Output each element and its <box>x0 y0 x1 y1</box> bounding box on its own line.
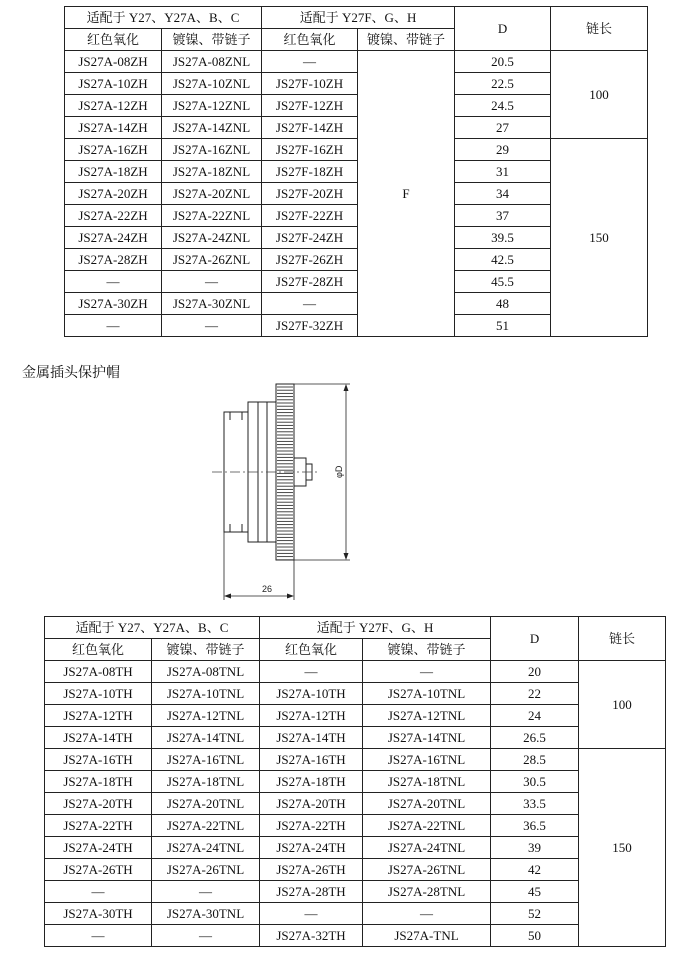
cell-b-red: JS27F-28ZH <box>262 271 358 293</box>
cell-b-nickel: JS27A-14TNL <box>363 727 491 749</box>
cell-d: 29 <box>455 139 551 161</box>
cell-b-red: JS27F-16ZH <box>262 139 358 161</box>
table-row <box>45 925 666 947</box>
header-group-a: 适配于 Y27、Y27A、B、C <box>65 7 262 29</box>
table-header-row <box>45 617 666 639</box>
cell-a-nickel: JS27A-14TNL <box>152 727 260 749</box>
cell-a-red: JS27A-22ZH <box>65 205 162 227</box>
cell-d: 39 <box>491 837 579 859</box>
cell-a-nickel: JS27A-12TNL <box>152 705 260 727</box>
table-row <box>45 903 666 925</box>
cell-d: 24.5 <box>455 95 551 117</box>
cell-a-nickel: JS27A-16TNL <box>152 749 260 771</box>
subheader-red-oxide-b: 红色氧化 <box>262 29 358 51</box>
table-row <box>45 705 666 727</box>
cell-a-nickel: JS27A-12ZNL <box>162 95 262 117</box>
cell-d: 33.5 <box>491 793 579 815</box>
cell-a-red: JS27A-08ZH <box>65 51 162 73</box>
cell-a-red: JS27A-24TH <box>45 837 152 859</box>
header-d: D <box>491 617 579 661</box>
cell-b-red: — <box>262 51 358 73</box>
cell-a-nickel: JS27A-20ZNL <box>162 183 262 205</box>
table-row <box>45 661 666 683</box>
cell-b-red: JS27A-18TH <box>260 771 363 793</box>
cell-b-nickel: — <box>363 661 491 683</box>
cell-d: 42 <box>491 859 579 881</box>
cell-b-red: JS27A-32TH <box>260 925 363 947</box>
cell-a-red: — <box>65 271 162 293</box>
cell-b-nickel: JS27A-22TNL <box>363 815 491 837</box>
cell-a-red: JS27A-12ZH <box>65 95 162 117</box>
cell-b-red: — <box>262 293 358 315</box>
cell-b-red: JS27A-22TH <box>260 815 363 837</box>
section-caption: 金属插头保护帽 <box>22 365 120 381</box>
cell-d: 24 <box>491 705 579 727</box>
cell-b-red: JS27F-26ZH <box>262 249 358 271</box>
header-group-a: 适配于 Y27、Y27A、B、C <box>45 617 260 639</box>
cell-b-nickel: JS27A-TNL <box>363 925 491 947</box>
knurl-hatching <box>277 387 293 560</box>
cell-a-red: JS27A-08TH <box>45 661 152 683</box>
subheader-red-oxide-b: 红色氧化 <box>260 639 363 661</box>
table-row <box>45 837 666 859</box>
cell-d: 39.5 <box>455 227 551 249</box>
cell-a-red: JS27A-24ZH <box>65 227 162 249</box>
cell-chain-100: 100 <box>579 661 666 749</box>
cell-a-red: JS27A-28ZH <box>65 249 162 271</box>
cell-d: 28.5 <box>491 749 579 771</box>
cell-b-nickel: JS27A-12TNL <box>363 705 491 727</box>
cell-b-red: JS27F-10ZH <box>262 73 358 95</box>
cell-a-red: — <box>45 925 152 947</box>
cell-a-nickel: JS27A-18TNL <box>152 771 260 793</box>
cell-a-nickel: JS27A-08TNL <box>152 661 260 683</box>
cell-d: 52 <box>491 903 579 925</box>
cell-a-nickel: JS27A-24ZNL <box>162 227 262 249</box>
cell-a-red: JS27A-14TH <box>45 727 152 749</box>
subheader-nickel-chain-b: 镀镍、带链子 <box>358 29 455 51</box>
table-row <box>45 881 666 903</box>
cell-d: 50 <box>491 925 579 947</box>
cell-d: 26.5 <box>491 727 579 749</box>
cell-b-nickel: JS27A-28TNL <box>363 881 491 903</box>
cell-b-red: JS27F-12ZH <box>262 95 358 117</box>
cell-b-red: — <box>260 903 363 925</box>
cell-b-red: JS27A-14TH <box>260 727 363 749</box>
cell-a-red: JS27A-16ZH <box>65 139 162 161</box>
cell-a-nickel: — <box>162 271 262 293</box>
spec-table-zh <box>64 6 648 337</box>
cell-d: 20 <box>491 661 579 683</box>
cell-a-nickel: JS27A-26TNL <box>152 859 260 881</box>
cell-a-red: JS27A-20TH <box>45 793 152 815</box>
cell-a-nickel: JS27A-30TNL <box>152 903 260 925</box>
cell-b-red: JS27A-16TH <box>260 749 363 771</box>
cell-a-nickel: JS27A-22TNL <box>152 815 260 837</box>
dim-label-diameter: φD <box>334 465 344 478</box>
cell-d: 34 <box>455 183 551 205</box>
arrow-icon <box>287 594 294 599</box>
cell-a-nickel: — <box>152 881 260 903</box>
subheader-nickel-chain: 镀镍、带链子 <box>162 29 262 51</box>
cell-d: 31 <box>455 161 551 183</box>
cell-a-red: — <box>65 315 162 337</box>
cell-d: 45 <box>491 881 579 903</box>
cell-b-red: JS27A-24TH <box>260 837 363 859</box>
cell-chain-150: 150 <box>551 139 648 337</box>
subheader-nickel-chain-b: 镀镍、带链子 <box>363 639 491 661</box>
spec-table-th <box>44 616 666 947</box>
cell-a-red: JS27A-10ZH <box>65 73 162 95</box>
arrow-icon <box>344 384 349 391</box>
cell-b-red: JS27A-20TH <box>260 793 363 815</box>
cell-d: 42.5 <box>455 249 551 271</box>
cell-b-red: JS27F-22ZH <box>262 205 358 227</box>
cell-b-red: — <box>260 661 363 683</box>
cell-a-nickel: JS27A-14ZNL <box>162 117 262 139</box>
cell-b-nickel: JS27A-26TNL <box>363 859 491 881</box>
cell-b-red: JS27F-18ZH <box>262 161 358 183</box>
cell-b-nickel: JS27A-24TNL <box>363 837 491 859</box>
cell-b-red: JS27A-28TH <box>260 881 363 903</box>
subheader-red-oxide: 红色氧化 <box>65 29 162 51</box>
cell-a-nickel: JS27A-10TNL <box>152 683 260 705</box>
cell-d: 27 <box>455 117 551 139</box>
subheader-red-oxide: 红色氧化 <box>45 639 152 661</box>
cell-a-nickel: JS27A-26ZNL <box>162 249 262 271</box>
table-row <box>65 139 648 161</box>
table-row <box>45 749 666 771</box>
cell-a-red: JS27A-12TH <box>45 705 152 727</box>
cell-d: 37 <box>455 205 551 227</box>
cell-a-nickel: JS27A-18ZNL <box>162 161 262 183</box>
cell-b-red: JS27F-14ZH <box>262 117 358 139</box>
protective-cap-drawing <box>200 382 360 604</box>
cell-a-red: JS27A-14ZH <box>65 117 162 139</box>
cell-a-nickel: JS27A-22ZNL <box>162 205 262 227</box>
cell-a-nickel: JS27A-16ZNL <box>162 139 262 161</box>
header-chain-length: 链长 <box>551 7 648 51</box>
cell-a-nickel: JS27A-20TNL <box>152 793 260 815</box>
cell-a-red: JS27A-18ZH <box>65 161 162 183</box>
cell-a-red: JS27A-30ZH <box>65 293 162 315</box>
cell-chain-150: 150 <box>579 749 666 947</box>
cell-b-red: JS27F-24ZH <box>262 227 358 249</box>
cell-d: 20.5 <box>455 51 551 73</box>
cell-a-red: JS27A-16TH <box>45 749 152 771</box>
cell-a-red: JS27A-22TH <box>45 815 152 837</box>
table-row <box>45 859 666 881</box>
arrow-icon <box>224 594 231 599</box>
cell-d: 45.5 <box>455 271 551 293</box>
cell-b-red: JS27A-10TH <box>260 683 363 705</box>
arrow-icon <box>344 553 349 560</box>
table-row <box>65 51 648 73</box>
cell-a-nickel: JS27A-08ZNL <box>162 51 262 73</box>
header-group-b: 适配于 Y27F、G、H <box>262 7 455 29</box>
table-row <box>45 771 666 793</box>
table-row <box>45 815 666 837</box>
cell-a-red: — <box>45 881 152 903</box>
subheader-nickel-chain: 镀镍、带链子 <box>152 639 260 661</box>
cell-b-red: JS27A-12TH <box>260 705 363 727</box>
cell-a-red: JS27A-10TH <box>45 683 152 705</box>
cell-a-nickel: JS27A-10ZNL <box>162 73 262 95</box>
cell-merged-f: F <box>358 51 455 337</box>
cell-a-red: JS27A-26TH <box>45 859 152 881</box>
cell-b-nickel: JS27A-18TNL <box>363 771 491 793</box>
dim-label-length: 26 <box>262 584 273 594</box>
table-header-row <box>65 7 648 29</box>
cell-b-red: JS27F-20ZH <box>262 183 358 205</box>
cell-a-nickel: JS27A-30ZNL <box>162 293 262 315</box>
cell-b-nickel: JS27A-10TNL <box>363 683 491 705</box>
cell-d: 22.5 <box>455 73 551 95</box>
cell-b-nickel: JS27A-16TNL <box>363 749 491 771</box>
cell-a-nickel: — <box>152 925 260 947</box>
cell-d: 36.5 <box>491 815 579 837</box>
cell-d: 51 <box>455 315 551 337</box>
cell-chain-100: 100 <box>551 51 648 139</box>
cell-a-nickel: JS27A-24TNL <box>152 837 260 859</box>
cell-a-red: JS27A-20ZH <box>65 183 162 205</box>
cell-a-red: JS27A-30TH <box>45 903 152 925</box>
cell-d: 30.5 <box>491 771 579 793</box>
header-d: D <box>455 7 551 51</box>
cell-a-red: JS27A-18TH <box>45 771 152 793</box>
table-row <box>45 793 666 815</box>
header-group-b: 适配于 Y27F、G、H <box>260 617 491 639</box>
cell-b-red: JS27F-32ZH <box>262 315 358 337</box>
cell-a-nickel: — <box>162 315 262 337</box>
cell-d: 48 <box>455 293 551 315</box>
table-row <box>45 683 666 705</box>
header-chain-length: 链长 <box>579 617 666 661</box>
table-row <box>45 727 666 749</box>
cell-b-red: JS27A-26TH <box>260 859 363 881</box>
cell-d: 22 <box>491 683 579 705</box>
cell-b-nickel: — <box>363 903 491 925</box>
cell-b-nickel: JS27A-20TNL <box>363 793 491 815</box>
